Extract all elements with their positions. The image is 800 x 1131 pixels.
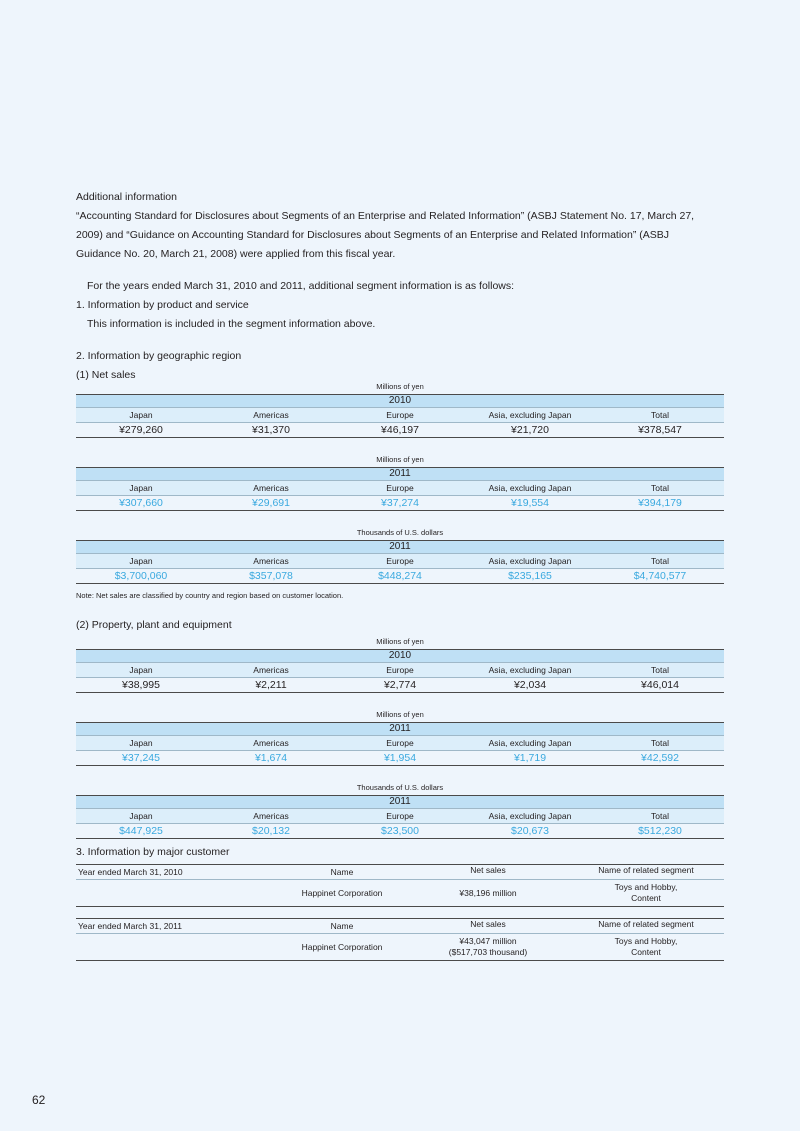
customer-table-2010 xyxy=(76,864,724,907)
table-row xyxy=(76,934,724,961)
col-total: Total xyxy=(651,556,669,566)
cell-total: ¥378,547 xyxy=(638,424,682,436)
customer-segment xyxy=(568,936,724,958)
col-americas: Americas xyxy=(253,811,289,821)
cell-total: $4,740,577 xyxy=(633,570,687,582)
segment-line: Content xyxy=(631,893,661,903)
col-japan: Japan xyxy=(129,483,153,493)
col-europe: Europe xyxy=(386,556,414,566)
period-label: Year ended March 31, 2010 xyxy=(78,867,183,877)
customer-header-row xyxy=(76,864,724,880)
col-asia: Asia, excluding Japan xyxy=(488,410,572,420)
year-header: 2011 xyxy=(76,795,724,809)
net-sales-note: Note: Net sales are classified by country and region based on customer location. xyxy=(76,591,344,600)
cell-americas: ¥2,211 xyxy=(255,679,287,691)
table-row xyxy=(76,569,724,584)
cell-asia: $20,673 xyxy=(511,825,549,837)
table-row xyxy=(76,423,724,438)
cell-japan: $447,925 xyxy=(119,825,163,837)
col-europe: Europe xyxy=(386,738,414,748)
table-row xyxy=(76,880,724,907)
cell-asia: ¥19,554 xyxy=(511,497,549,509)
cell-americas: ¥1,674 xyxy=(254,752,288,764)
unit-label: Thousands of U.S. dollars xyxy=(356,528,444,537)
ppe-table-2010-yen xyxy=(76,637,724,693)
customer-table-2011 xyxy=(76,918,724,961)
table-row xyxy=(76,496,724,511)
col-name: Name xyxy=(330,921,354,931)
net-sales-value: ¥38,196 million xyxy=(459,887,517,898)
year-header: 2011 xyxy=(76,467,724,481)
segment-line: Toys and Hobby, xyxy=(614,936,678,946)
col-total: Total xyxy=(651,665,669,675)
col-name: Name xyxy=(330,867,354,877)
col-japan: Japan xyxy=(129,738,153,748)
col-asia: Asia, excluding Japan xyxy=(488,483,572,493)
col-asia: Asia, excluding Japan xyxy=(488,556,572,566)
customer-segment xyxy=(568,882,724,904)
table-row xyxy=(76,751,724,766)
cell-americas: $20,132 xyxy=(252,825,290,837)
col-japan: Japan xyxy=(129,410,153,420)
column-header-row xyxy=(76,809,724,824)
customer-name: Happinet Corporation xyxy=(301,888,383,898)
cell-asia: ¥1,719 xyxy=(513,752,547,764)
net-sales-value: ¥43,047 million xyxy=(459,936,517,946)
col-asia: Asia, excluding Japan xyxy=(488,738,572,748)
section-product-text: This information is included in the segment information above. xyxy=(87,318,376,330)
net-sales-table-2011-yen xyxy=(76,455,724,511)
col-japan: Japan xyxy=(129,811,153,821)
col-total: Total xyxy=(651,811,669,821)
net-sales-heading: (1) Net sales xyxy=(76,369,136,381)
ppe-table-2011-yen xyxy=(76,710,724,766)
net-sales-table-2011-usd xyxy=(76,528,724,584)
table-row xyxy=(76,824,724,839)
col-americas: Americas xyxy=(253,483,289,493)
col-asia: Asia, excluding Japan xyxy=(488,665,572,675)
intro-paragraph-line: “Accounting Standard for Disclosures about Segments of an Enterprise and Related Information” (ASBJ Statement No. 17, March 27, xyxy=(76,210,695,222)
col-americas: Americas xyxy=(253,665,289,675)
cell-americas: ¥29,691 xyxy=(252,497,290,509)
customer-name: Happinet Corporation xyxy=(301,942,383,952)
col-americas: Americas xyxy=(253,410,289,420)
unit-label: Thousands of U.S. dollars xyxy=(356,783,444,792)
customer-heading: 3. Information by major customer xyxy=(76,846,230,858)
cell-japan: ¥38,995 xyxy=(122,679,160,691)
column-header-row xyxy=(76,736,724,751)
cell-total: ¥42,592 xyxy=(641,752,679,764)
net-sales-table-2010-yen xyxy=(76,382,724,438)
cell-americas: $357,078 xyxy=(249,570,293,582)
cell-total: ¥46,014 xyxy=(641,679,679,691)
cell-asia: $235,165 xyxy=(508,570,552,582)
column-header-row xyxy=(76,663,724,678)
col-net-sales: Net sales xyxy=(470,865,506,875)
unit-label: Millions of yen xyxy=(376,455,424,464)
col-japan: Japan xyxy=(129,556,153,566)
unit-label: Millions of yen xyxy=(376,637,424,646)
cell-europe: $23,500 xyxy=(381,825,419,837)
col-europe: Europe xyxy=(386,410,414,420)
year-header: 2010 xyxy=(76,394,724,408)
col-japan: Japan xyxy=(129,665,153,675)
cell-europe: ¥46,197 xyxy=(381,424,419,436)
cell-europe: ¥37,274 xyxy=(381,497,419,509)
cell-japan: ¥307,660 xyxy=(119,497,163,509)
page-number: 62 xyxy=(32,1093,46,1107)
cell-japan: ¥279,260 xyxy=(119,424,163,436)
intro-section xyxy=(76,188,726,385)
customer-net-sales xyxy=(408,888,568,899)
cell-europe: $448,274 xyxy=(378,570,422,582)
year-header: 2011 xyxy=(76,540,724,554)
col-total: Total xyxy=(651,738,669,748)
unit-label: Millions of yen xyxy=(376,382,424,391)
intro-paragraph-line: 2009) and “Guidance on Accounting Standard for Disclosures about Segments of an Enterprise and Related Information” (ASBJ xyxy=(76,229,670,241)
cell-total: $512,230 xyxy=(638,825,682,837)
cell-asia: ¥21,720 xyxy=(511,424,549,436)
col-europe: Europe xyxy=(386,483,414,493)
col-europe: Europe xyxy=(386,811,414,821)
cell-europe: ¥1,954 xyxy=(383,752,417,764)
unit-label: Millions of yen xyxy=(376,710,424,719)
period-label: Year ended March 31, 2011 xyxy=(78,921,182,931)
ppe-heading: (2) Property, plant and equipment xyxy=(76,619,232,631)
cell-asia: ¥2,034 xyxy=(513,679,547,691)
section-geographic-heading: 2. Information by geographic region xyxy=(76,350,242,362)
cell-japan: $3,700,060 xyxy=(114,570,168,582)
column-header-row xyxy=(76,481,724,496)
table-row xyxy=(76,678,724,693)
intro-heading: Additional information xyxy=(76,191,177,203)
col-asia: Asia, excluding Japan xyxy=(488,811,572,821)
col-americas: Americas xyxy=(253,738,289,748)
customer-net-sales xyxy=(408,936,568,958)
col-segment: Name of related segment xyxy=(598,865,694,875)
intro-lead-text: For the years ended March 31, 2010 and 2011, additional segment information is as follows: xyxy=(87,280,515,292)
cell-total: ¥394,179 xyxy=(638,497,682,509)
segment-line: Toys and Hobby, xyxy=(614,882,678,892)
col-total: Total xyxy=(651,483,669,493)
ppe-table-2011-usd xyxy=(76,783,724,839)
customer-header-row xyxy=(76,918,724,934)
segment-line: Content xyxy=(631,947,661,957)
cell-europe: ¥2,774 xyxy=(383,679,417,691)
net-sales-usd-value: ($517,703 thousand) xyxy=(448,947,528,957)
col-americas: Americas xyxy=(253,556,289,566)
col-segment: Name of related segment xyxy=(598,919,694,929)
year-header: 2010 xyxy=(76,649,724,663)
column-header-row xyxy=(76,554,724,569)
intro-paragraph-line: Guidance No. 20, March 21, 2008) were applied from this fiscal year. xyxy=(76,248,396,260)
col-europe: Europe xyxy=(386,665,414,675)
col-net-sales: Net sales xyxy=(470,919,506,929)
cell-japan: ¥37,245 xyxy=(122,752,160,764)
section-product-heading: 1. Information by product and service xyxy=(76,299,249,311)
column-header-row xyxy=(76,408,724,423)
cell-americas: ¥31,370 xyxy=(252,424,290,436)
col-total: Total xyxy=(651,410,669,420)
year-header: 2011 xyxy=(76,722,724,736)
